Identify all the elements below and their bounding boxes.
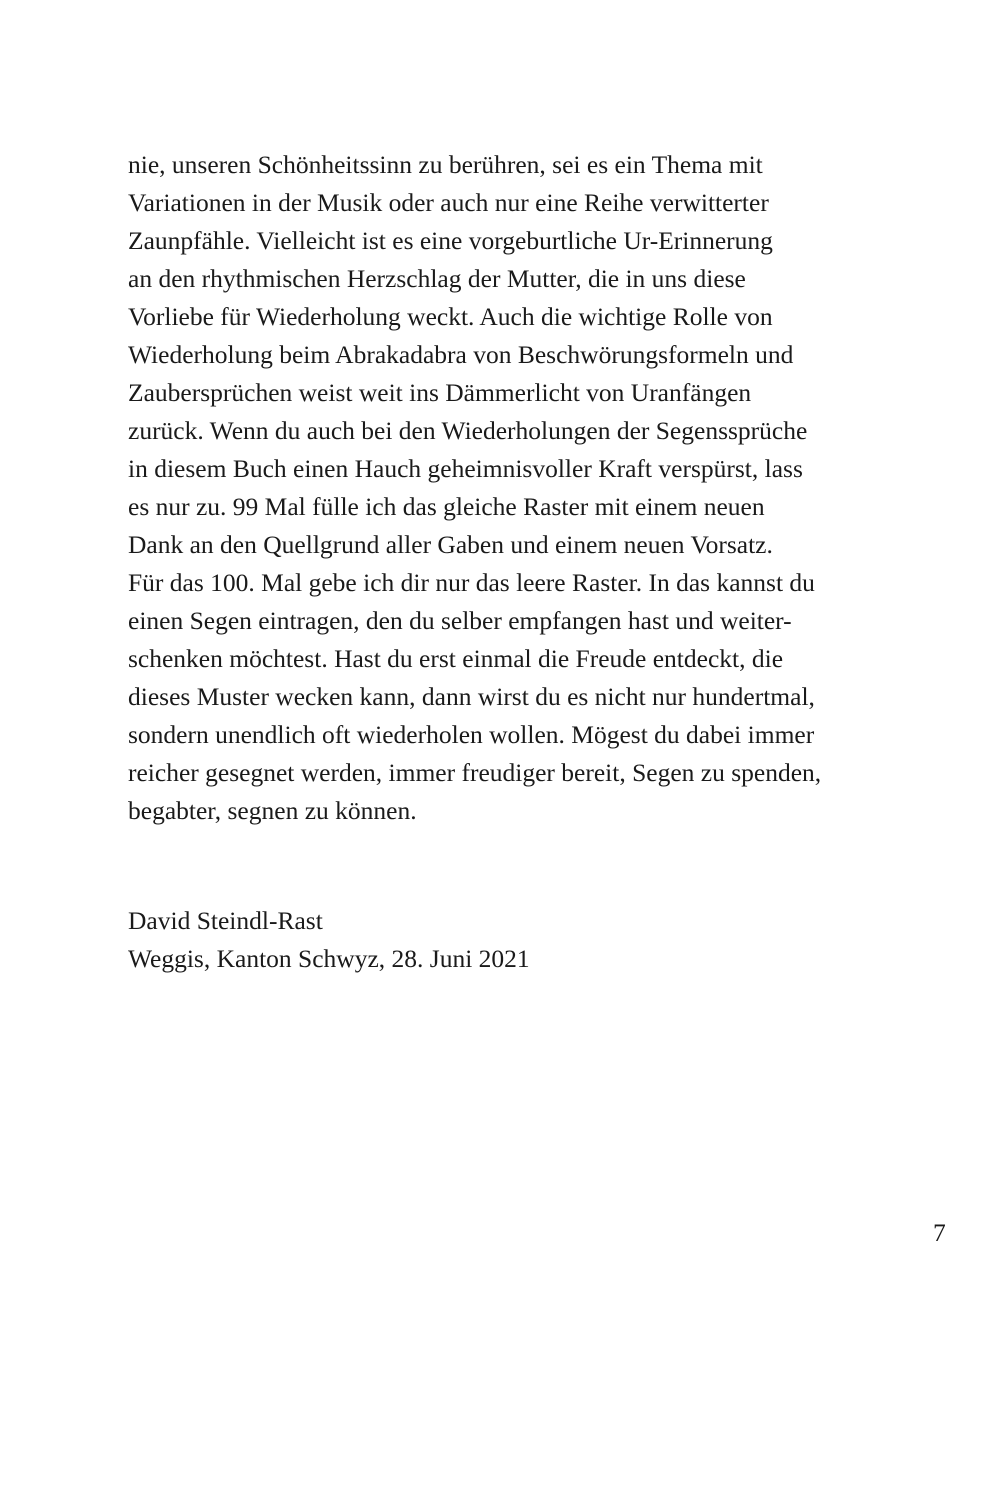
text-line: Zaubersprüchen weist weit ins Dämmerlicht von Uranfängen (128, 378, 752, 407)
text-line: dieses Muster wecken kann, dann wirst du es nicht nur hundertmal, (128, 682, 815, 711)
text-line: zurück. Wenn du auch bei den Wiederholungen der Segenssprüche (128, 416, 808, 445)
text-line: Variationen in der Musik oder auch nur eine Reihe verwitterter (128, 188, 769, 217)
text-line: in diesem Buch einen Hauch geheimnisvoller Kraft verspürst, lass (128, 454, 803, 483)
place-and-date: Weggis, Kanton Schwyz, 28. Juni 2021 (128, 944, 530, 973)
text-line: sondern unendlich oft wiederholen wollen. Mögest du dabei immer (128, 720, 815, 749)
text-line: einen Segen eintragen, den du selber empfangen hast und weiter- (128, 606, 792, 635)
body-paragraph (128, 146, 848, 830)
text-line: nie, unseren Schönheitssinn zu berühren, sei es ein Thema mit (128, 150, 763, 179)
text-line: an den rhythmischen Herzschlag der Mutter, die in uns diese (128, 264, 746, 293)
text-line: Vorliebe für Wiederholung weckt. Auch die wichtige Rolle von (128, 302, 773, 331)
text-line: Dank an den Quellgrund aller Gaben und einem neuen Vorsatz. (128, 530, 773, 559)
text-line: es nur zu. 99 Mal fülle ich das gleiche Raster mit einem neuen (128, 492, 765, 521)
page-number: 7 (933, 1218, 946, 1247)
text-line: Wiederholung beim Abrakadabra von Beschwörungsformeln und (128, 340, 794, 369)
text-line: begabter, segnen zu können. (128, 796, 417, 825)
text-line: reicher gesegnet werden, immer freudiger bereit, Segen zu spenden, (128, 758, 822, 787)
text-line: schenken möchtest. Hast du erst einmal die Freude entdeckt, die (128, 644, 784, 673)
author-name: David Steindl-Rast (128, 906, 323, 935)
text-line: Zaunpfähle. Vielleicht ist es eine vorgeburtliche Ur-Erinnerung (128, 226, 773, 255)
text-line: Für das 100. Mal gebe ich dir nur das leere Raster. In das kannst du (128, 568, 815, 597)
signature-block (128, 902, 530, 978)
